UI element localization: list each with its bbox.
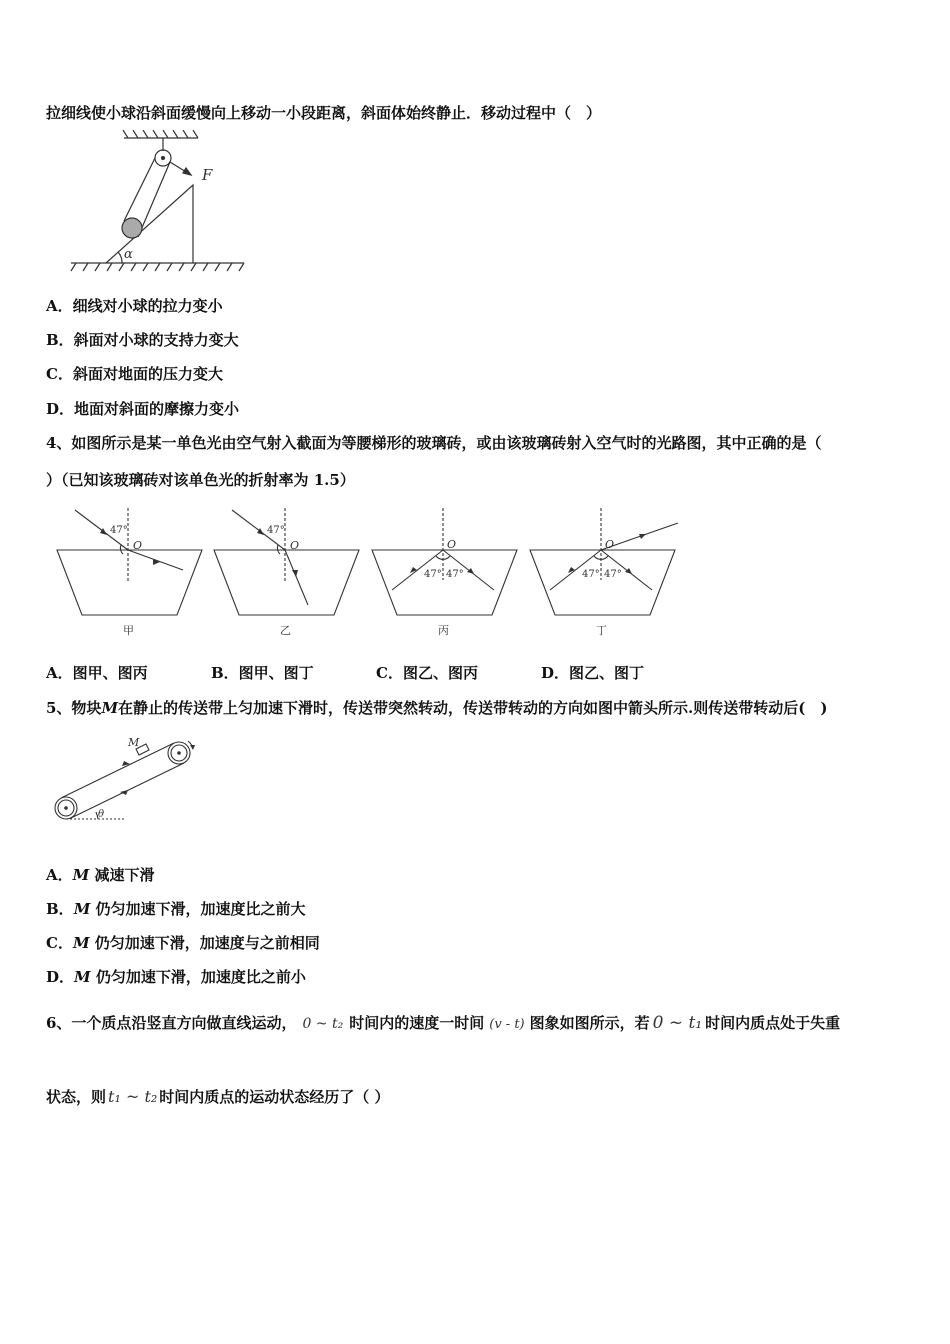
caption-yi: 乙 bbox=[280, 624, 291, 637]
caption-bing: 丙 bbox=[438, 624, 449, 637]
q4-diagram-yi bbox=[212, 505, 362, 640]
point-label: O bbox=[605, 538, 615, 551]
q5-option-c: C．M 仍匀加速下滑，加速度与之前相同 bbox=[46, 934, 320, 952]
caption-ding: 丁 bbox=[596, 624, 607, 637]
q3-stem: 拉细线使小球沿斜面缓慢向上移动一小段距离，斜面体始终静止．移动过程中（ ） bbox=[46, 104, 602, 122]
point-label: O bbox=[133, 539, 143, 552]
q5-stem: 5、物块M在静止的传送带上匀加速下滑时，传送带突然转动，传送带转动的方向如图中箭头所示.则传送带转动后( ) bbox=[46, 699, 828, 717]
q4-diagram-bing bbox=[370, 505, 520, 640]
q3-option-a: A．细线对小球的拉力变小 bbox=[46, 297, 223, 315]
caption-jia: 甲 bbox=[123, 624, 134, 637]
q4-option-d: D．图乙、图丁 bbox=[541, 664, 645, 682]
angle-label: 47° bbox=[110, 525, 128, 536]
q5-option-d: D．M 仍匀加速下滑，加速度比之前小 bbox=[46, 968, 306, 986]
q4-diagram-ding bbox=[528, 505, 683, 640]
q6-stem-line1: 6、一个质点沿竖直方向做直线运动， 0 ~ t₂ 时间内的速度一时间 (v - t) 图象如图所示，若 0 ~ t₁ 时间内质点处于失重 bbox=[46, 1013, 841, 1033]
q4-stem-line1: 4、如图所示是某一单色光由空气射入截面为等腰梯形的玻璃砖，或由该玻璃砖射入空气时的光路图，其中正确的是（ bbox=[46, 434, 822, 452]
q3-incline-figure bbox=[66, 130, 251, 275]
angle-label: θ bbox=[98, 809, 105, 820]
q4-stem-line2: ）（已知该玻璃砖对该单色光的折射率为 1.5） bbox=[46, 471, 355, 489]
q4-options bbox=[46, 662, 644, 683]
q5-conveyor-figure bbox=[50, 733, 200, 828]
q4-diagram-jia bbox=[55, 505, 205, 640]
angle-label: 47° bbox=[446, 569, 464, 580]
q4-option-c: C．图乙、图丙 bbox=[376, 664, 478, 682]
angle-label: 47° bbox=[582, 569, 600, 580]
angle-label: 47° bbox=[267, 525, 285, 536]
q4-option-a: A．图甲、图丙 bbox=[46, 664, 148, 682]
q5-option-b: B．M 仍匀加速下滑，加速度比之前大 bbox=[46, 900, 306, 918]
force-label: F bbox=[202, 166, 213, 184]
angle-label: 47° bbox=[424, 569, 442, 580]
block-label: M bbox=[128, 736, 140, 749]
q3-option-d: D．地面对斜面的摩擦力变小 bbox=[46, 400, 240, 418]
q3-option-c: C．斜面对地面的压力变大 bbox=[46, 365, 223, 383]
q5-option-a: A．M 减速下滑 bbox=[46, 866, 155, 884]
q3-option-b: B．斜面对小球的支持力变大 bbox=[46, 331, 239, 349]
ball bbox=[122, 218, 142, 238]
point-label: O bbox=[290, 539, 300, 552]
angle-label: α bbox=[124, 247, 133, 262]
point-label: O bbox=[447, 538, 457, 551]
q4-option-b: B．图甲、图丁 bbox=[211, 664, 314, 682]
q6-stem-line2: 状态，则 t₁ ~ t₂ 时间内质点的运动状态经历了（ ） bbox=[46, 1087, 390, 1106]
angle-label: 47° bbox=[604, 569, 622, 580]
